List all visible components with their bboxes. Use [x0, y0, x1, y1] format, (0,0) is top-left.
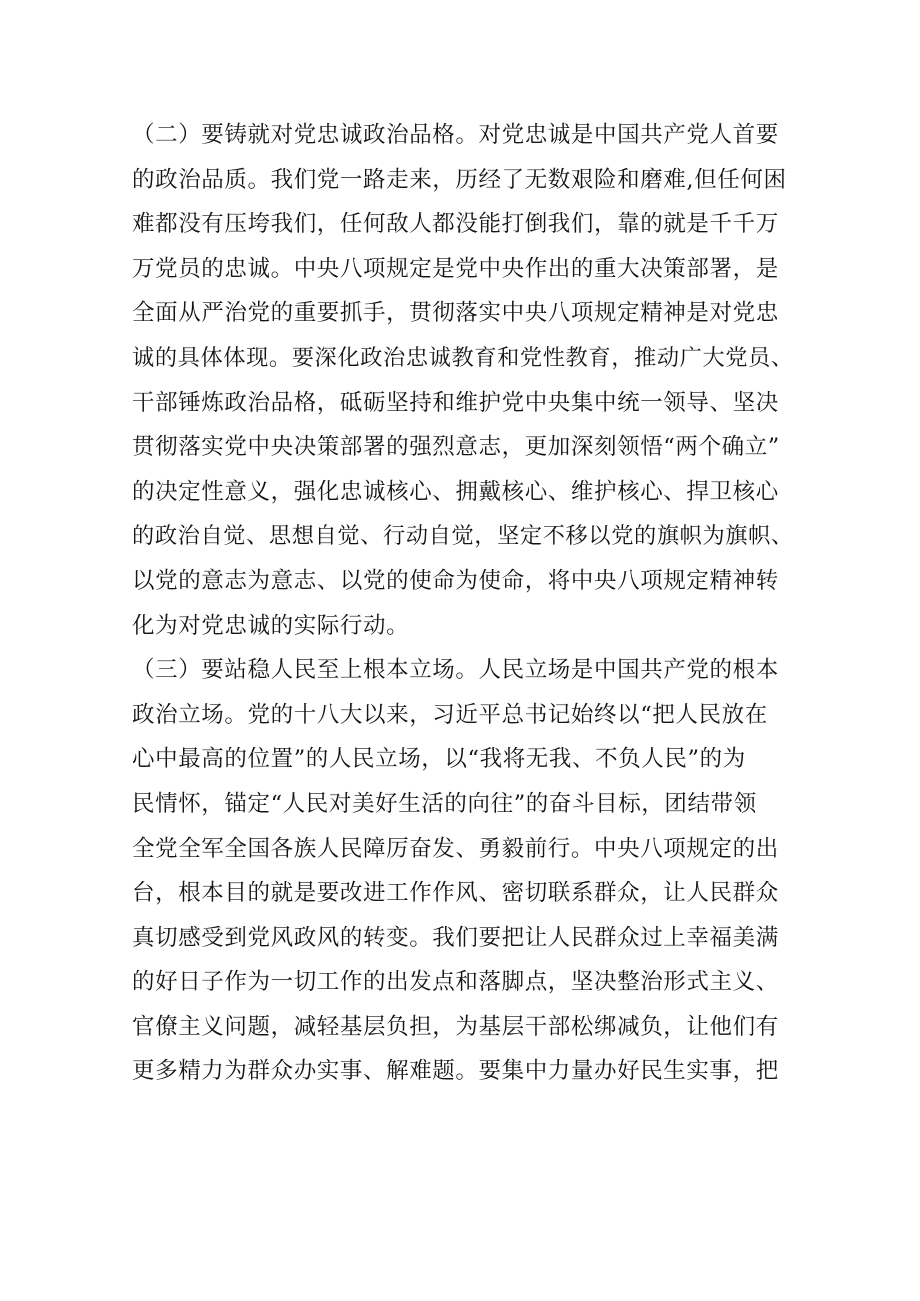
text-line-15: 心中最高的位置”的人民立场，以“我将无我、不负人民”的为	[132, 746, 746, 773]
body-text	[132, 113, 794, 1094]
text-line-6: 诚的具体体现。要深化政治忠诚教育和党性教育，推动广大党员、	[132, 344, 794, 371]
text-line-18: 台，根本目的就是要改进工作作风、密切联系群众，让人民群众	[132, 880, 779, 907]
text-line-9: 的决定性意义，强化忠诚核心、拥戴核心、维护核心、捍卫核心	[132, 478, 779, 505]
text-line-16: 民情怀，锚定“人民对美好生活的向往”的奋斗目标，团结带领	[132, 790, 757, 817]
text-line-21: 官僚主义问题，减轻基层负担，为基层干部松绑减负，让他们有	[132, 1013, 779, 1040]
text-line-19: 真切感受到党风政风的转变。我们要把让人民群众过上幸福美满	[132, 924, 779, 951]
text-line-1: （二）要铸就对党忠诚政治品格。对党忠诚是中国共产党人首要	[132, 122, 779, 148]
text-line-8: 贯彻落实党中央决策部署的强烈意志，更加深刻领悟“两个确立”	[132, 434, 780, 461]
text-line-2: 的政治品质。我们党一路走来，历经了无数艰险和磨难,但任何困	[132, 166, 787, 193]
text-line-10: 的政治自觉、思想自觉、行动自觉，坚定不移以党的旗帜为旗帜、	[132, 523, 794, 550]
text-line-11: 以党的意志为意志、以党的使命为使命，将中央八项规定精神转	[132, 567, 779, 594]
text-line-13: （三）要站稳人民至上根本立场。人民立场是中国共产党的根本	[132, 657, 779, 684]
text-line-3: 难都没有压垮我们，任何敌人都没能打倒我们，靠的就是千千万	[132, 211, 779, 238]
text-line-14: 政治立场。党的十八大以来，习近平总书记始终以“把人民放在	[132, 701, 768, 728]
text-line-7: 干部锤炼政治品格，砥砺坚持和维护党中央集中统一领导、坚决	[132, 389, 779, 416]
text-line-12: 化为对党忠诚的实际行动。	[132, 612, 410, 639]
text-line-4: 万党员的忠诚。中央八项规定是党中央作出的重大决策部署，是	[132, 255, 779, 282]
text-line-22: 更多精力为群众办实事、解难题。要集中力量办好民生实事，把	[132, 1058, 779, 1085]
text-line-17: 全党全军全国各族人民障厉奋发、勇毅前行。中央八项规定的出	[132, 835, 779, 862]
text-line-5: 全面从严治党的重要抓手，贯彻落实中央八项规定精神是对党忠	[132, 300, 779, 327]
text-line-20: 的好日子作为一切工作的出发点和落脚点，坚决整治形式主义、	[132, 969, 779, 996]
